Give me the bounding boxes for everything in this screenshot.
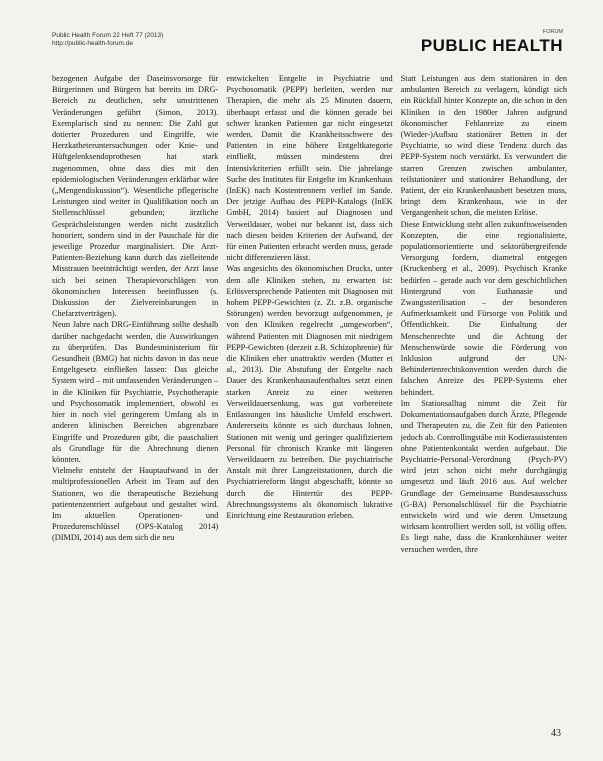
paragraph: Neun Jahre nach DRG-Einführung sollte deshalb darüber nachgedacht werden, die Auswirkungen zu überprüfen. Das Bundesministerium für Gesundheit (BMG) hat nichts davon in das neue Entgeltgesetz einfließen lassen: Das gleiche System wird – mit umfassenden Veränderungen – in die Kliniken für Psychiatrie, Psychotherapie und Psychosomatik implementiert, obwohl es hier in noch viel geringerem Umfang als in anderen klinischen Bereichen abgrenzbare Eingriffe und Prozeduren gibt, die pauschaliert als Grundlage für die Abrechnung dienen könnten. (52, 320, 219, 464)
article-body (52, 73, 567, 729)
text-column-3 (401, 73, 567, 729)
page-number: 43 (551, 728, 561, 739)
journal-meta (52, 32, 163, 48)
brand-superscript: FORUM (542, 29, 563, 35)
journal-meta-line2: http://public-health-forum.de (52, 40, 133, 47)
text-column-1 (52, 73, 218, 729)
text-column-2 (226, 73, 392, 729)
paragraph: Was angesichts des ökonomischen Drucks, unter dem alle Kliniken stehen, zu erwarten ist: Erlösversprechende Patienten mit Diagnosen mit hohem PEPP-Gewichten (z. Zt. z.B. organische Störungen) werden bevorzugt aufgenommen, je von den Kliniken regelrecht „umgeworben“, während Patienten mit Diagnosen mit niedrigem PEPP-Gewichten (derzeit z.B. Schizophrenie) für die Kliniken eher unattraktiv werden (Mutter et al., 2013). Die Abstufung der Entgelte nach Dauer des Krankenhausaufenthaltes setzt einen starken Anreiz zu einer weiteren Verweildauersenkung, was gut vorbereitete Entlassungen ins häusliche Umfeld erschwert. Andererseits könnte es sich durchaus lohnen, Stationen mit wenig und geringer qualifiziertem Personal für chronisch Kranke mit längeren Verweildauern zu betreiben. Die psychiatrische Anstalt mit ihrer Langzeitstationen, durch die Psychiatriereform längst abgeschafft, könnte so durch die Hintertür des PEPP-Abrechnungssystems als ökonomisch lukrative Einrichtung eine Restauration erleben. (226, 264, 393, 520)
journal-meta-line1: Public Health Forum 22 Heft 77 (2013) (52, 32, 164, 39)
paragraph: entwickelten Entgelte in Psychiatrie und Psychosomatik (PEPP) herleiten, werden nur Therapien, die mehr als 25 Minuten dauern, überhaupt erfasst und die können gerade bei schwer kranken Patienten gar nicht eingesetzt werden. Damit die Krankheitsschwere des Patienten in eine höhere Entgeltkategorie einfließt, müssen mindestens drei Intensivkriterien erfüllt sein. Die jahrelange Suche des Institutes für Entgelte im Krankenhaus (InEK) nach Kostentrennern verlief im Sande. Der jetzige Aufbau des PEPP-Katalogs (InEK GmbH, 2014) basiert auf Diagnosen und Verweildauer, wobei nur bekannt ist, dass sich nach diesen beiden Kriterien der Aufwand, der für einen Patienten erbracht werden muss, gerade nicht differenzieren lässt. (226, 74, 393, 263)
paragraph: Vielmehr entsteht der Hauptaufwand in der multiprofessionellen Arbeit im Team auf den Stationen, wo die therapeutische Beziehung patientenzentriert aufgebaut und gestaltet wird. Im aktuellen Operationen- und Prozedurenschlüssel (OPS-Katalog 2014) (DIMDI, 2014) aus dem sich die neu (52, 466, 219, 543)
paragraph: Diese Entwicklung steht allen zukunftsweisenden Konzepten, die eine regionalisierte, populationsorientierte und sektorübergreifende Versorgung fordern, diametral entgegen (Kruckenberg et al., 2009). Psychisch Kranke bedürfen – gerade auch vor dem geschichtlichen Hintergrund von Euthanasie und Zwangssterilisation – der besonderen Aufmerksamkeit und Fürsorge von Politik und Öffentlichkeit. Die Einhaltung der Menschenrechte und die Achtung der Menschenwürde sowie die Förderung von Inklusion aufgrund der UN-Behindertenrechtskonvention werden durch die falschen Anreize des PEPP-Systems eher behindert. (400, 219, 567, 397)
journal-brand: PUBLIC HEALTH (420, 36, 563, 55)
page-header (52, 29, 563, 55)
paragraph: Statt Leistungen aus dem stationären in den ambulanten Bereich zu verlagern, kündigt sich ein Rückfall hinter Konzepte an, die schon in den Kliniken in den 1980er Jahren aufgrund ökonomischer Fehlanreize zu einem (Wieder-)Aufbau stationärer Betten in der Psychiatrie, so wird diese Tendenz durch das PEPP-System noch verstärkt. Es verwundert die starren Grenzen zwischen ambulanter, teilstationärer und stationärer Behandlung, der Patient, der ein Krankenhausbett besetzen muss, bringt dem Krankenhaus, wie in der Vergangenheit schon, die meisten Erlöse. (400, 74, 567, 218)
paragraph: bezogenen Aufgabe der Daseinsvorsorge für Bürgerinnen und Bürgern hat bereits im DRG-Bereich zu deutlichen, sehr umstrittenen Veränderungen geführt (Simon, 2013). Exemplarisch sind zu nennen: Die Zahl gut dotierter Prozeduren und Eingriffe, wie Herzkatheteruntersuchungen oder Knie- und Hüftgelenksendoprothesen hat stark zugenommen, ohne dass dies mit den epidemiologischen Veränderungen erklärbar wäre („Mengendiskussion“). Wesentliche pflegerische Leistungen sind weiter in Qualifikation noch an Stellenschlüssel gebunden; ärztliche Gesprächsleistungen werden nicht zusätzlich honoriert, sondern sind in der Pauschale für die jeweilige Prozedur marginalisiert. Die Arzt-Patienten-Beziehung kann durch das zielleitende Misstrauen beeinträchtigt werden, der Arzt lasse sich bei seinen Therapievorschlägen von ökonomischen Interessen beeinflussen (s. Diskussion der Zielvereinbarungen in Chefarztverträgen). (52, 74, 219, 319)
paragraph: Im Stationsalltag nimmt die Zeit für Dokumentationsaufgaben durch Ärzte, Pflegende und Therapeuten zu, die Zeit für den Patienten jedoch ab. Controllingstäbe mit Kodierassistenten ohne Patientenkontakt werden aufgebaut. Die Psychiatrie-Personal-Verordnung (Psych-PV) wird jetzt schon nicht mehr durchgängig umgesetzt und läuft 2016 aus. Auf welcher Grundlage der Gemeinsame Bundesausschuss (G-BA) Personalschlüssel für die Psychiatrie entwickeln wird und wie deren Umsetzung wirksam kontrolliert werden soll, ist völlig offen. Es liegt nahe, dass die Krankenhäuser weiter versuchen werden, ihre (400, 398, 567, 554)
